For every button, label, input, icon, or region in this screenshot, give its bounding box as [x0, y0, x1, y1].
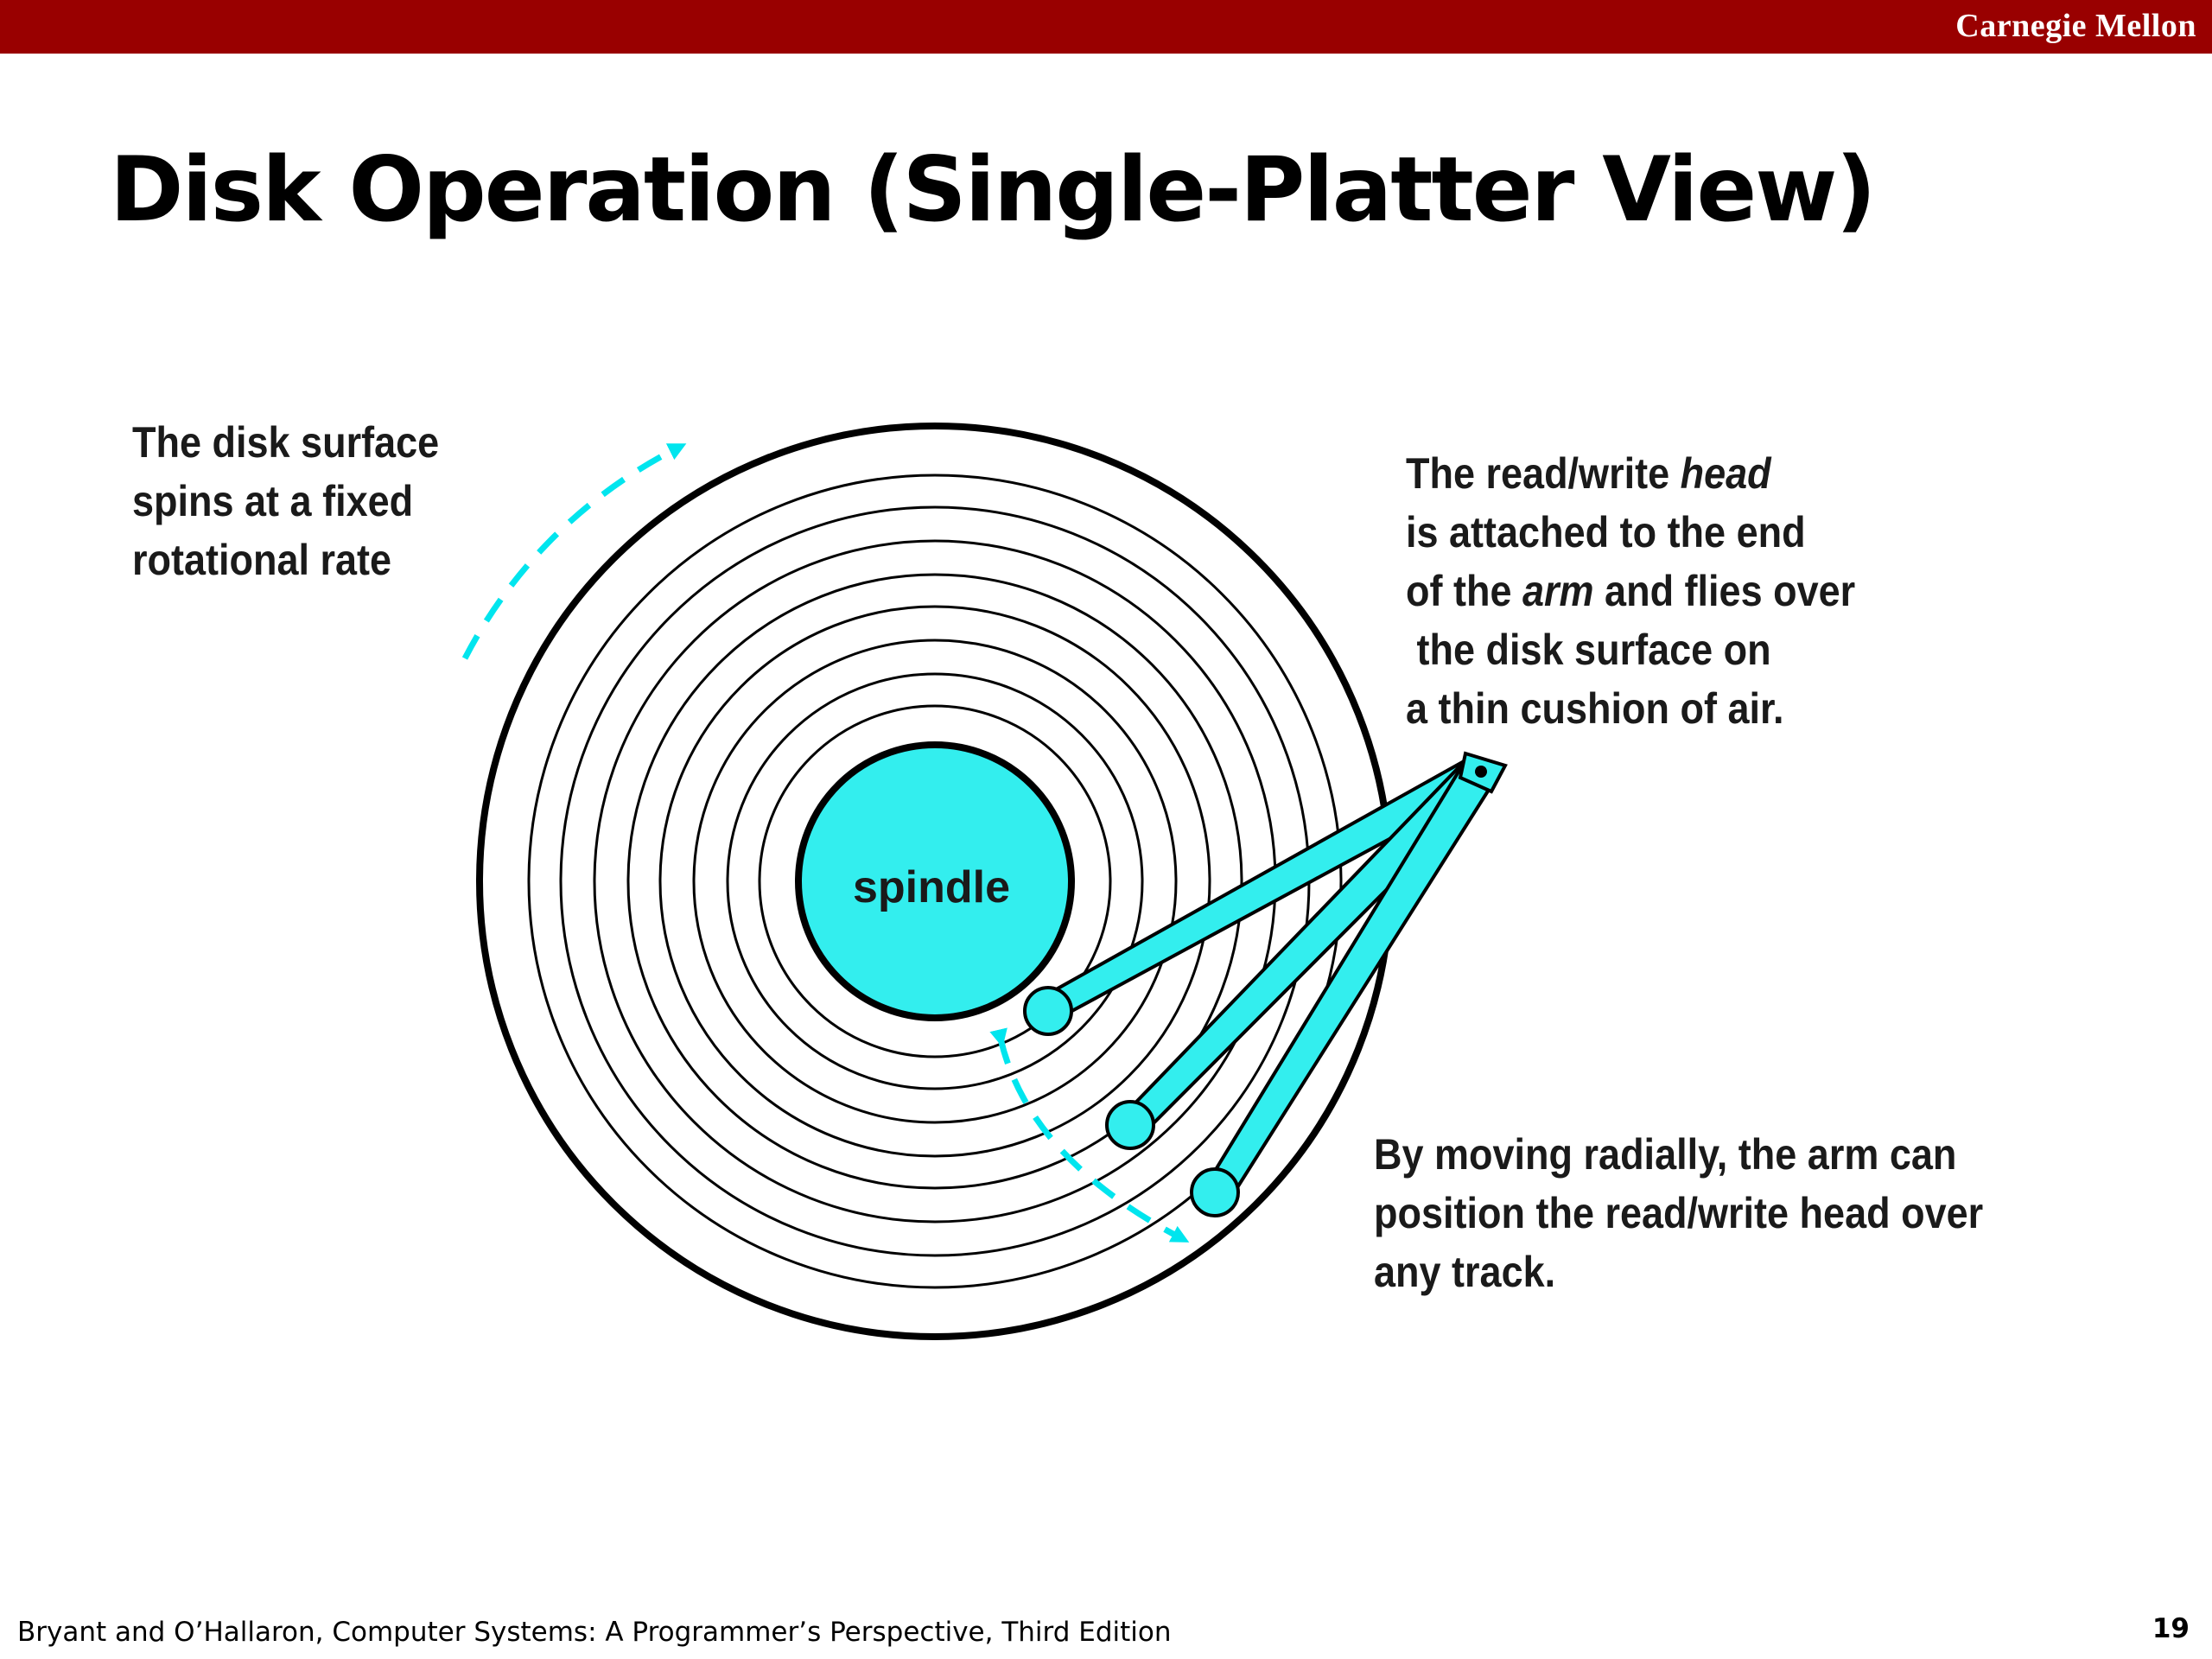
caption-line: the disk surface on [1406, 626, 1771, 674]
pivot-pin [1475, 766, 1487, 778]
caption-arm-movement [1374, 1125, 1983, 1301]
caption-line: rotational rate [132, 536, 392, 584]
rotation-arrow [465, 448, 678, 658]
caption-line: The disk surface [132, 418, 440, 467]
caption-line: spins at a fixed [132, 477, 414, 525]
slide-title: Disk Operation (Single-Platter View) [110, 138, 1875, 242]
read-write-head-2 [1107, 1102, 1154, 1148]
brand-label: Carnegie Mellon [1955, 8, 2196, 44]
caption-line: any track. [1374, 1248, 1556, 1296]
caption-read-write-head [1406, 444, 1855, 738]
caption-line [1406, 562, 1855, 620]
caption-emphasis-arm: arm [1522, 567, 1594, 615]
read-write-head-3 [1192, 1169, 1238, 1216]
caption-disk-spin [132, 413, 439, 589]
caption-text: and flies over [1593, 567, 1856, 615]
page-number: 19 [2152, 1613, 2190, 1644]
caption-line: is attached to the end [1406, 508, 1806, 556]
footer-citation: Bryant and O’Hallaron, Computer Systems: A Programmer’s Perspective, Third Edition [17, 1617, 1172, 1648]
caption-emphasis-head: head [1680, 449, 1771, 498]
caption-line: position the read/write head over [1374, 1189, 1984, 1237]
caption-line [1406, 444, 1855, 503]
caption-line: a thin cushion of air. [1406, 684, 1784, 733]
caption-line: By moving radially, the arm can [1374, 1130, 1957, 1179]
caption-text: of the [1406, 567, 1522, 615]
spindle-label: spindle [852, 862, 1011, 912]
caption-text: The read/write [1406, 449, 1681, 498]
read-write-head-1 [1025, 988, 1071, 1034]
